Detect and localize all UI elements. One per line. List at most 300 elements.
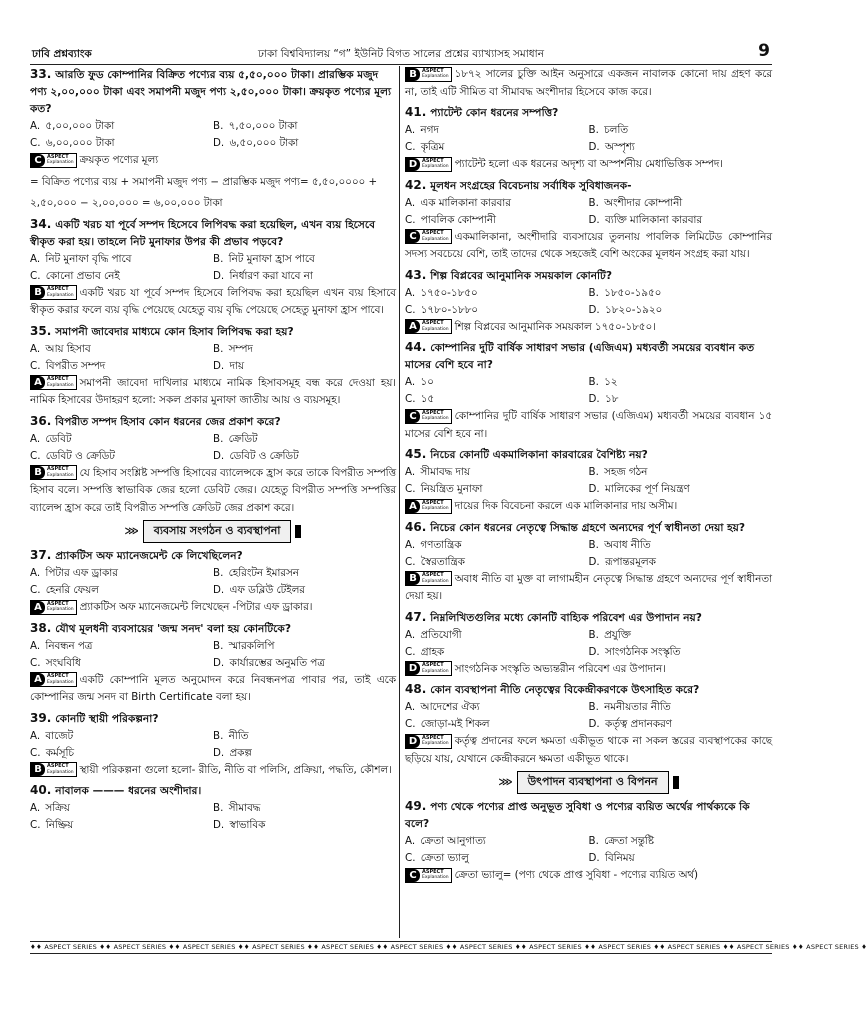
option-label: B. <box>213 802 224 814</box>
option-text: নিষ্ক্রিয় <box>45 819 74 831</box>
aspect-explanation-label <box>420 321 451 332</box>
option-item <box>405 302 589 319</box>
options-grid <box>30 251 396 285</box>
question-stem: যৌথ মূলধনী ব্যবসায়ের 'জন্ম সনদ' বলা হয় কোনটিকে? <box>55 622 291 635</box>
question-text <box>30 782 396 800</box>
badge-word-aspect: ASPECT <box>422 572 444 578</box>
option-label: D. <box>588 393 600 405</box>
option-label: C. <box>405 718 416 730</box>
option-text: স্মারকলিপি <box>228 639 275 652</box>
badge-word-explanation: Explanation <box>422 164 449 169</box>
option-text: পাবলিক কোম্পানী <box>420 213 496 226</box>
option-item <box>30 341 213 358</box>
option-text: নীতি <box>228 729 249 742</box>
explanation-block <box>405 66 772 101</box>
explanation-calc-line: = ৫,৫০,০০০০ + ২,৫০,০০০ − ২,০০,০০০ = ৬,০০,০০০ টাকা <box>30 175 378 209</box>
question-stem: কোম্পানির দুটি বার্ষিক সাধারণ সভার (এজিএম) মধ্যবর্তী সময়ের ব্যবধান কত মাসের বেশি হবে না? <box>405 342 755 371</box>
question-block <box>405 609 772 679</box>
answer-letter: C <box>406 410 420 423</box>
option-item <box>589 285 773 302</box>
option-label: B. <box>588 124 599 136</box>
question-number: 49. <box>405 799 427 813</box>
explanation <box>405 156 772 174</box>
option-item <box>30 135 213 152</box>
explanation <box>30 762 396 780</box>
option-text: কৃত্রিম <box>420 141 445 153</box>
answer-badge <box>30 465 77 480</box>
question-number: 47. <box>405 609 427 624</box>
question-stem: নিম্নলিখিতগুলির মধ্যে কোনটি বাহ্যিক পরিবেশ এর উপাদান নয়? <box>430 611 702 624</box>
option-item <box>405 464 589 481</box>
aspect-explanation-label <box>420 736 451 747</box>
badge-word-aspect: ASPECT <box>422 67 444 74</box>
explanation-text: ক্রয়কৃত পণ্যের মূল্য <box>79 154 159 166</box>
question-stem: প্র্যাকটিস অফ ম্যানেজমেন্ট কে লিখেছিলেন? <box>55 550 243 562</box>
question-stem: নিচের কোন ধরনের নেতৃত্বে সিদ্ধান্ত গ্রহণে অন্যদের পূর্ণ স্বাধীনতা দেয়া হয়? <box>430 521 746 534</box>
badge-word-explanation: Explanation <box>422 74 449 79</box>
chapter-title: ঢাকা বিশ্ববিদ্যালয় “গ” ইউনিট বিগত সালের প্রশ্নের ব্যাখ্যাসহ সমাধান <box>257 48 544 60</box>
answer-letter: D <box>406 158 420 171</box>
option-label: B. <box>588 196 599 209</box>
explanation-text: ক্রেতা ভ্যালু= (পণ্য থেকে প্রাপ্ত সুবিধা - পণ্যের ব্যয়িত অর্থ) <box>454 869 699 881</box>
badge-word-explanation: Explanation <box>47 292 74 298</box>
options-grid <box>405 833 772 867</box>
option-text: নিয়ন্ত্রিত মুনাফা <box>420 483 483 495</box>
answer-badge <box>30 672 77 687</box>
answer-letter: A <box>406 500 420 513</box>
option-label: D. <box>213 584 225 596</box>
option-text: অবাধ নীতি <box>604 538 651 551</box>
option-text: আয় হিসাব <box>45 342 91 355</box>
answer-badge <box>30 600 77 615</box>
question-block <box>405 104 772 174</box>
option-item <box>30 638 213 655</box>
option-text: স্বাভাবিক <box>229 819 266 831</box>
answer-badge <box>30 153 77 168</box>
question-number: 36. <box>30 413 52 428</box>
question-text <box>405 446 772 464</box>
option-item <box>213 431 396 448</box>
question-text <box>405 609 772 627</box>
option-label: A. <box>30 252 41 265</box>
option-text: রূপান্তরমূলক <box>604 555 656 568</box>
question-stem: পণ্য থেকে পণ্যের প্রাপ্ত অনুভূত সুবিধা ও পণ্যের ব্যয়িত অর্থের পার্থক্যকে কি বলে? <box>405 801 750 830</box>
option-label: B. <box>588 376 599 388</box>
option-item <box>405 285 589 302</box>
option-text: ১৫ <box>420 393 435 405</box>
section-arrow-icon: ⋙ <box>124 526 139 537</box>
question-number: 34. <box>30 216 52 231</box>
aspect-explanation-label <box>420 69 451 80</box>
badge-word-explanation: Explanation <box>422 416 449 421</box>
option-item <box>405 391 589 408</box>
option-text: গ্রাহক <box>420 645 445 658</box>
option-text: জোড়া-মই শিকল <box>420 718 490 730</box>
option-label: A. <box>30 342 41 355</box>
option-label: A. <box>30 432 41 445</box>
option-label: B. <box>588 286 599 299</box>
question-number: 37. <box>30 548 52 562</box>
option-text: ৫,০০,০০০ টাকা <box>45 120 115 132</box>
explanation <box>405 498 772 516</box>
option-text: বিপরীত সম্পদ <box>45 359 106 372</box>
option-text: ১৮৫০-১৯৫০ <box>604 286 662 299</box>
explanation-text: অবাধ নীতি বা মুক্ত বা লাগামহীন নেতৃত্বে সিদ্ধান্ত গ্রহণে অন্যদের পূর্ণ স্বাধীনতা দেয়া হয়। <box>405 572 772 602</box>
option-label: A. <box>30 120 41 132</box>
answer-badge <box>405 499 452 514</box>
question-stem: নিচের কোনটি একমালিকানা কারবারের বৈশিষ্ট্য নয়? <box>430 449 648 461</box>
options-grid <box>405 464 772 498</box>
question-block <box>405 798 772 885</box>
question-text <box>405 798 772 833</box>
option-label: D. <box>213 137 225 149</box>
question-block <box>30 782 396 834</box>
option-item <box>405 537 589 554</box>
option-label: C. <box>405 555 416 568</box>
option-item <box>213 728 396 745</box>
question-block <box>30 413 396 518</box>
option-text: ডেবিট <box>45 432 72 445</box>
options-grid <box>405 537 772 571</box>
answer-letter: D <box>406 735 420 748</box>
option-label: D. <box>588 852 600 864</box>
question-stem: শিল্প বিপ্লবের আনুমানিক সময়কাল কোনটি? <box>430 269 612 282</box>
options-grid <box>405 285 772 319</box>
option-label: C. <box>405 483 416 495</box>
option-text: নমনীয়তার নীতি <box>604 701 671 713</box>
option-label: A. <box>405 701 416 713</box>
option-text: ক্রেতা আনুগাত্য <box>420 835 486 847</box>
badge-word-explanation: Explanation <box>422 326 449 332</box>
options-grid <box>30 431 396 465</box>
option-text: সীমাবদ্ধ দায় <box>420 466 470 478</box>
question-block <box>405 681 772 768</box>
question-number: 39. <box>30 710 52 725</box>
badge-word-aspect: ASPECT <box>47 673 69 679</box>
badge-word-aspect: ASPECT <box>422 499 444 506</box>
aspect-explanation-label <box>45 602 76 613</box>
option-label: D. <box>213 449 225 462</box>
option-item <box>589 122 773 139</box>
option-text: অংশীদার কোম্পানী <box>604 196 683 209</box>
right-column <box>405 66 772 938</box>
aspect-explanation-label <box>420 231 451 242</box>
option-text: ১০ <box>420 376 434 388</box>
option-label: C. <box>405 303 416 316</box>
option-item <box>405 212 589 229</box>
option-text: ৬,০০,০০০ টাকা <box>45 137 115 149</box>
option-item <box>589 212 773 229</box>
option-label: A. <box>405 376 416 388</box>
explanation <box>30 152 396 170</box>
option-item <box>589 302 773 319</box>
option-text: কোনো প্রভাব নেই <box>45 269 120 282</box>
option-item <box>213 565 396 582</box>
explanation <box>405 408 772 443</box>
question-text <box>405 681 772 699</box>
question-text <box>30 413 396 431</box>
explanation <box>405 229 772 264</box>
badge-word-aspect: ASPECT <box>47 286 69 292</box>
question-stem: একটি খরচ যা পূর্বে সম্পদ হিসেবে লিপিবদ্ধ করা হয়েছিল, এখন ব্যয় হিসেবে স্বীকৃত করা হয়। তাহলে নিট মুনাফার উপর কী প্রভাব পড়বে? <box>30 218 376 248</box>
answer-letter: C <box>406 869 420 882</box>
question-number: 38. <box>30 620 52 635</box>
aspect-explanation-label <box>420 870 451 881</box>
option-text: ১২ <box>604 376 618 388</box>
option-item <box>30 431 213 448</box>
question-number: 48. <box>405 682 427 696</box>
options-grid <box>30 638 396 672</box>
option-label: A. <box>405 538 416 551</box>
option-label: D. <box>588 213 600 226</box>
option-text: এক মালিকানা কারবার <box>420 196 511 209</box>
option-text: ক্রেতা সন্তুষ্টি <box>604 835 654 847</box>
option-text: গণতান্ত্রিক <box>420 538 462 551</box>
option-label: D. <box>213 819 225 831</box>
option-item <box>405 195 589 212</box>
option-text: ডেবিট ও ক্রেডিট <box>229 449 299 462</box>
answer-badge <box>405 157 452 172</box>
answer-badge <box>405 734 452 749</box>
option-text: স্বৈরতান্ত্রিক <box>420 555 465 568</box>
option-text: সক্রিয় <box>45 802 70 814</box>
option-item <box>405 716 589 733</box>
option-label: A. <box>30 802 41 814</box>
badge-word-explanation: Explanation <box>422 741 449 746</box>
options-grid <box>405 699 772 733</box>
option-text: সংঘবিধি <box>45 656 81 669</box>
option-item <box>30 268 213 285</box>
answer-badge <box>405 67 452 82</box>
option-item <box>213 358 396 375</box>
option-label: B. <box>213 342 224 355</box>
option-label: A. <box>405 835 416 847</box>
explanation <box>30 465 396 518</box>
option-text: সীমাবদ্ধ <box>228 802 261 814</box>
footer-series-text: ♦♦ ASPECT SERIES ♦♦ ASPECT SERIES ♦♦ ASPECT SERIES ♦♦ ASPECT SERIES ♦♦ ASPECT SERIES ♦♦ ASPECT SERIES ♦♦ ASPECT SERIES ♦♦ ASPECT SERIES ♦♦ ASPECT SERIES ♦♦ ASPECT SERIES ♦♦ ASPECT SERIES ♦♦ ASPECT SERIES ♦ <box>30 943 867 951</box>
option-text: হেনরি ফেয়ল <box>45 584 99 596</box>
badge-word-explanation: Explanation <box>422 236 449 242</box>
option-item <box>405 644 589 661</box>
option-item <box>30 358 213 375</box>
badge-word-explanation: Explanation <box>47 679 74 685</box>
explanation-text: একমালিকানা, অংশীদারি ব্যবসায়ের তুলনায় পাবলিক লিমিটেড কোম্পানির সদস্য সবচেয়ে বেশি, তাই তাদের থেকে সহজেই বেশি অংকের মূলধন সংগ্রহ করা যায়। <box>405 230 772 260</box>
option-label: B. <box>588 701 599 713</box>
question-text <box>30 216 396 251</box>
answer-badge <box>405 409 452 424</box>
option-item <box>589 464 773 481</box>
option-item <box>213 448 396 465</box>
option-text: নির্ধারণ করা যাবে না <box>229 269 313 282</box>
option-text: দায় <box>229 359 244 372</box>
option-text: নিট মুনাফা বৃদ্ধি পাবে <box>45 252 132 265</box>
option-text: ৭,৫০,০০০ টাকা <box>228 120 298 132</box>
option-label: D. <box>588 555 600 568</box>
option-item <box>30 728 213 745</box>
question-block <box>405 267 772 337</box>
option-label: A. <box>405 466 416 478</box>
answer-letter: A <box>31 673 45 686</box>
aspect-explanation-label <box>45 287 76 298</box>
option-label: D. <box>213 269 225 282</box>
question-block <box>30 547 396 617</box>
option-text: ১৮ <box>604 393 619 405</box>
option-item <box>30 582 213 599</box>
option-item <box>405 833 589 850</box>
option-text: সহজ গঠন <box>604 466 648 478</box>
option-item <box>589 537 773 554</box>
question-number: 45. <box>405 447 427 461</box>
option-label: D. <box>213 656 225 669</box>
option-item <box>213 582 396 599</box>
section-bar-icon <box>295 525 301 538</box>
question-block <box>30 66 396 213</box>
option-label: A. <box>405 628 416 641</box>
option-item <box>30 745 213 762</box>
explanation <box>30 375 396 410</box>
badge-word-aspect: ASPECT <box>47 763 69 769</box>
explanation-text: সাংগঠনিক সংস্কৃতি অভ্যন্তরীন পরিবেশ এর উপাদান। <box>454 662 666 675</box>
option-text: চলতি <box>604 124 629 136</box>
aspect-explanation-label <box>420 573 451 584</box>
option-text: ৬,৫০,০০০ টাকা <box>229 137 299 149</box>
option-item <box>30 565 213 582</box>
answer-letter: B <box>406 68 420 81</box>
option-label: C. <box>30 656 41 669</box>
option-item <box>589 374 773 391</box>
option-text: নগদ <box>420 124 439 136</box>
question-number: 43. <box>405 267 427 282</box>
section-heading <box>405 771 772 794</box>
explanation-text: স্থায়ী পরিকল্পনা গুলো হলো- রীতি, নীতি বা পলিসি, প্রক্রিয়া, পদ্ধতি, কৌশল। <box>79 763 392 776</box>
option-label: D. <box>588 645 600 658</box>
explanation-text: একটি কোম্পানি মূলত অনুমোদন করে নিবন্ধনপত্র পাবার পর, তাই একে কোম্পানির জন্ম সনদ বা Birth Certificate বলা হয়। <box>30 673 396 703</box>
answer-badge <box>405 868 452 883</box>
section-heading <box>30 520 396 543</box>
option-item <box>589 644 773 661</box>
option-label: B. <box>588 835 599 847</box>
aspect-explanation-label <box>45 155 76 166</box>
badge-word-explanation: Explanation <box>47 160 74 165</box>
option-label: C. <box>30 359 41 372</box>
aspect-explanation-label <box>45 764 76 775</box>
option-label: A. <box>405 196 416 209</box>
answer-badge <box>30 285 77 300</box>
option-item <box>213 817 396 834</box>
question-block <box>30 710 396 780</box>
explanation-text: শিল্প বিপ্লবের আনুমানিক সময়কাল ১৭৫০-১৮৫০। <box>454 320 656 333</box>
answer-badge <box>405 229 452 244</box>
question-block <box>30 216 396 320</box>
option-label: A. <box>405 286 416 299</box>
answer-letter: A <box>31 601 45 614</box>
explanation-text: একটি খরচ যা পূর্বে সম্পদ হিসেবে লিপিবদ্ধ করা হয়েছিল এখন ব্যয় হিসাবে স্বীকৃত করার ফলে ব্যয় বৃদ্ধি পেয়েছে যেহেতু ব্যয় বৃদ্ধি পেয়েছে সেহেতু মুনাফা হ্রাস পাবে। <box>30 286 396 316</box>
explanation-text: সমাপনী জাবেদা দাখিলার মাধ্যমে নামিক হিসাবসমূহ বন্ধ করে দেওয়া হয়। নামিক হিসাবের উদাহরণ হলো: সকল প্রকার মুনাফা জাতীয় আয় ও ব্যয়সমূহ। <box>30 376 396 406</box>
question-text <box>405 267 772 285</box>
option-label: D. <box>588 718 600 730</box>
badge-word-aspect: ASPECT <box>422 320 444 326</box>
answer-letter: C <box>31 154 45 167</box>
explanation <box>30 672 396 707</box>
question-text <box>405 177 772 195</box>
section-arrow-icon: ⋙ <box>498 777 513 788</box>
badge-word-aspect: ASPECT <box>422 230 444 236</box>
badge-word-explanation: Explanation <box>47 769 74 775</box>
option-text: ডেবিট ও ক্রেডিট <box>45 449 115 462</box>
explanation-calc-line: = বিক্রিত পণ্যের ব্যয় + সমাপনী মজুদ পণ্য − প্রারম্ভিক মজুদ পণ্য <box>30 175 300 188</box>
explanation <box>405 733 772 768</box>
badge-word-aspect: ASPECT <box>47 376 69 382</box>
badge-word-explanation: Explanation <box>422 875 449 880</box>
question-text <box>30 620 396 638</box>
option-label: C. <box>405 645 416 658</box>
option-label: C. <box>405 393 416 405</box>
option-label: B. <box>213 729 224 742</box>
question-stem: কোন ব্যবস্থাপনা নীতি নেতৃত্বের বিকেন্দ্রীকরণকে উৎসাহিত করে? <box>430 684 700 696</box>
explanation <box>405 867 772 885</box>
answer-letter: B <box>406 572 420 585</box>
option-text: প্রতিযোগী <box>420 628 462 641</box>
option-label: B. <box>213 567 224 579</box>
option-item <box>405 850 589 867</box>
option-item <box>589 716 773 733</box>
badge-word-explanation: Explanation <box>422 506 449 511</box>
option-label: C. <box>30 269 41 282</box>
option-text: কার্যারম্ভের অনুমতি পত্র <box>229 656 325 669</box>
answer-badge <box>405 661 452 676</box>
options-grid <box>405 627 772 661</box>
option-text: বাজেট <box>45 729 74 742</box>
question-stem: প্যাটেন্ট কোন ধরনের সম্পত্তি? <box>430 107 559 119</box>
option-label: C. <box>405 852 416 864</box>
option-label: B. <box>213 252 224 265</box>
option-label: A. <box>30 567 41 579</box>
option-text: ১৭৫০-১৮৫০ <box>420 286 478 299</box>
option-text: ক্রেডিট <box>228 432 258 445</box>
option-item <box>213 118 396 135</box>
section-title: উৎপাদন ব্যবস্থাপনা ও বিপনন <box>517 771 669 794</box>
options-grid <box>30 565 396 599</box>
option-text: ব্যক্তি মালিকানা কারবার <box>604 213 703 226</box>
option-label: C. <box>405 213 416 226</box>
option-label: D. <box>213 746 225 759</box>
question-block <box>405 519 772 606</box>
question-block <box>30 620 396 707</box>
option-text: নিট মুনাফা হ্রাস পাবে <box>228 252 315 265</box>
option-item <box>213 638 396 655</box>
answer-badge <box>30 762 77 777</box>
question-stem: কোনটি স্থায়ী পরিকল্পনা? <box>55 712 159 725</box>
options-grid <box>30 800 396 834</box>
question-block <box>405 177 772 264</box>
option-text: সাংগঠনিক সংস্কৃতি <box>604 645 681 658</box>
option-item <box>213 135 396 152</box>
question-stem: সমাপনী জাবেদার মাধ্যমে কোন হিসাব লিপিবদ্ধ করা হয়? <box>55 325 294 338</box>
option-label: D. <box>213 359 225 372</box>
option-item <box>213 341 396 358</box>
question-stem: নাবালক ——— ধরনের অংশীদার। <box>55 785 202 797</box>
question-stem: মূলধন সংগ্রহের বিবেচনায় সর্বাধিক সুবিধাজনক- <box>430 179 632 192</box>
option-text: নিবন্ধন পত্র <box>45 639 93 652</box>
aspect-explanation-label <box>45 467 76 478</box>
section-bar-icon <box>673 776 679 789</box>
option-item <box>213 800 396 817</box>
option-label: D. <box>588 141 600 153</box>
question-number: 33. <box>30 67 52 81</box>
option-text: হেরিংটন ইমারসন <box>228 567 299 579</box>
explanation <box>405 319 772 337</box>
option-item <box>30 800 213 817</box>
